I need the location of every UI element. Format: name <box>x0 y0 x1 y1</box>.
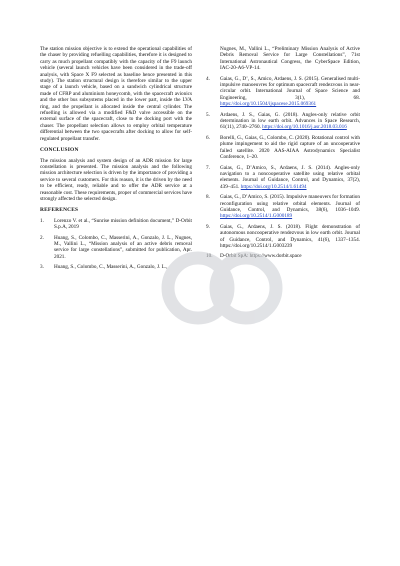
reference-item <box>40 218 192 231</box>
reference-text: Huang, S., Colombo, C., Masserini, A., Gonzalo, J. L., Nugnes, M., Vallini L., “Mission analysis of an active debris removal service for large constellations”, submitted for publication, Apr. 2021. <box>54 234 192 260</box>
doi-link[interactable]: https://doi.org/10.1016/j.asr.2018.03.016 <box>262 124 347 131</box>
reference-number: 8. <box>206 194 210 201</box>
reference-number: 5. <box>206 111 210 118</box>
reference-text: Huang, S., Colombo, C., Masserini, A., Gonzalo, J. L., <box>54 264 168 271</box>
reference-item <box>206 76 360 108</box>
reference-item <box>206 112 360 131</box>
reference-number: 6. <box>206 134 210 141</box>
doi-link[interactable]: https://doi.org/10.1504/ijspacese.2015.069361 <box>220 101 317 108</box>
references-list-right <box>206 76 360 260</box>
references-heading: REFERENCES <box>40 207 79 214</box>
left-column <box>40 46 192 275</box>
reference-item <box>206 224 360 250</box>
reference-text: Gaias, G., D’, S., Amico, Ardaens, J. S. (2015). Generalised multi-impulsive manoeuvres for optimum spacecraft rendezvous in near-circular orbit. International Journal of Space Science and Engineering, 3(1), 68. <box>220 75 360 101</box>
right-column <box>206 46 360 264</box>
reference-text: Gaias, G., D’Amico, S. (2015). Impulsive maneuvers for formation reconfiguration using relative orbital elements. Journal of Guidance, Control, and Dynamics, 38(6), 1036–1049. <box>220 194 360 213</box>
reference-continuation <box>206 46 360 72</box>
reference-number: 1. <box>40 217 44 224</box>
reference-number: 4. <box>206 75 210 82</box>
reference-number: 9. <box>206 223 210 230</box>
conclusion-paragraph: The mission analysis and system design of an ADR mission for large constellation is presented. The mission analysis and the following mission architecture selection is driven by the importance of providing a service to several customers. For this reason, it is the driven by the need to be efficient, ready, reliable and to offer the ADR service at a reasonable cost. These requirements, proper of commercial services have strongly affected the selected design. <box>40 157 192 202</box>
reference-item <box>40 235 192 261</box>
reference-number: 10. <box>206 253 213 260</box>
doi-link[interactable]: https://doi.org/10.2514/1.61494 <box>240 183 307 190</box>
conclusion-heading: CONCLUSION <box>40 147 79 154</box>
reference-number: 7. <box>206 164 210 171</box>
reference-item <box>40 264 192 270</box>
reference-item <box>206 194 360 220</box>
reference-text: D-Orbit SpA: https://www.dorbit.space <box>220 253 302 260</box>
reference-text: Ardaens, J. S., Gaias, G. (2018). Angles-only relative orbit determination in low earth orbit. Advances in Space Research, 61(11), 2740–2760. <box>220 111 360 131</box>
intro-paragraph: The station mission objective is to extend the operational capabilities of the chaser by providing refuelling capabilities, therefore it is designed to carry as much propellant compatibly with the capacity of the F9 launch vehicle (several launch vehicles have been considered in the trade-off analysis, with Space X F9 selected as baseline hence presented in this study). The station structural design is therefore similar to the upper stage of a launch vehicle, based on a sandwich cylindrical structure made of CFRP and aluminium honeycomb, with the spacecraft avionics and the other bus subsystems placed in the lower part, inside the LVA ring, and the propellant is allocated inside the central cylinder. The refuelling is allowed via a modified F&D valve accessible on the external surface of the spacecraft, close to the docking port with the chaser. The propellant selection allows to employ orbital temperature differential between the two spacecrafts after docking to allow for self-regulated propellant transfer. <box>40 46 192 142</box>
reference-text: Lorenzo V. et al., “Sunrise mission definition document,” D-Orbit S.p.A, 2019 <box>54 217 192 231</box>
reference-item <box>206 253 360 259</box>
reference-text: Gaias, G., D’Amico, S., Ardaens, J. S. (2014). Angles-only navigation to a noncooperative satellite using relative orbital elements. Journal of Guidance, Control, and Dynamics, 37(2), 439–451. <box>220 164 360 190</box>
reference-text: Nugnes, M., Vallini L., “Preliminary Mission Analysis of Active Debris Removal Service for Large Constellations”, 71st International Astronautical Congress, the CyberSpace Edition, IAC-20-A6-VP-14. <box>220 46 360 72</box>
reference-text: Borelli, G., Gaias, G., Colombo, C. (2020). Rotational control with plume impingement to aid the rigid capture of an uncooperative failed satellite. 2020 AAS-AIAA Astrodynamics Specialist Conference, 1–20. <box>220 134 360 161</box>
reference-number: 3. <box>40 264 44 271</box>
reference-text: Gaias, G., Ardaens, J. S. (2018). Flight demonstration of autonomous noncooperative rendezvous in low earth orbit. Journal of Guidance, Control, and Dynamics, 41(6), 1337–1354. https://doi.org/10.2514/1.G003239 <box>220 223 360 249</box>
reference-number: 2. <box>40 234 44 241</box>
doi-link[interactable]: https://doi.org/10.2514/1.G000189 <box>220 213 293 220</box>
references-list-left <box>40 218 192 271</box>
reference-item <box>206 165 360 191</box>
reference-item <box>206 135 360 161</box>
